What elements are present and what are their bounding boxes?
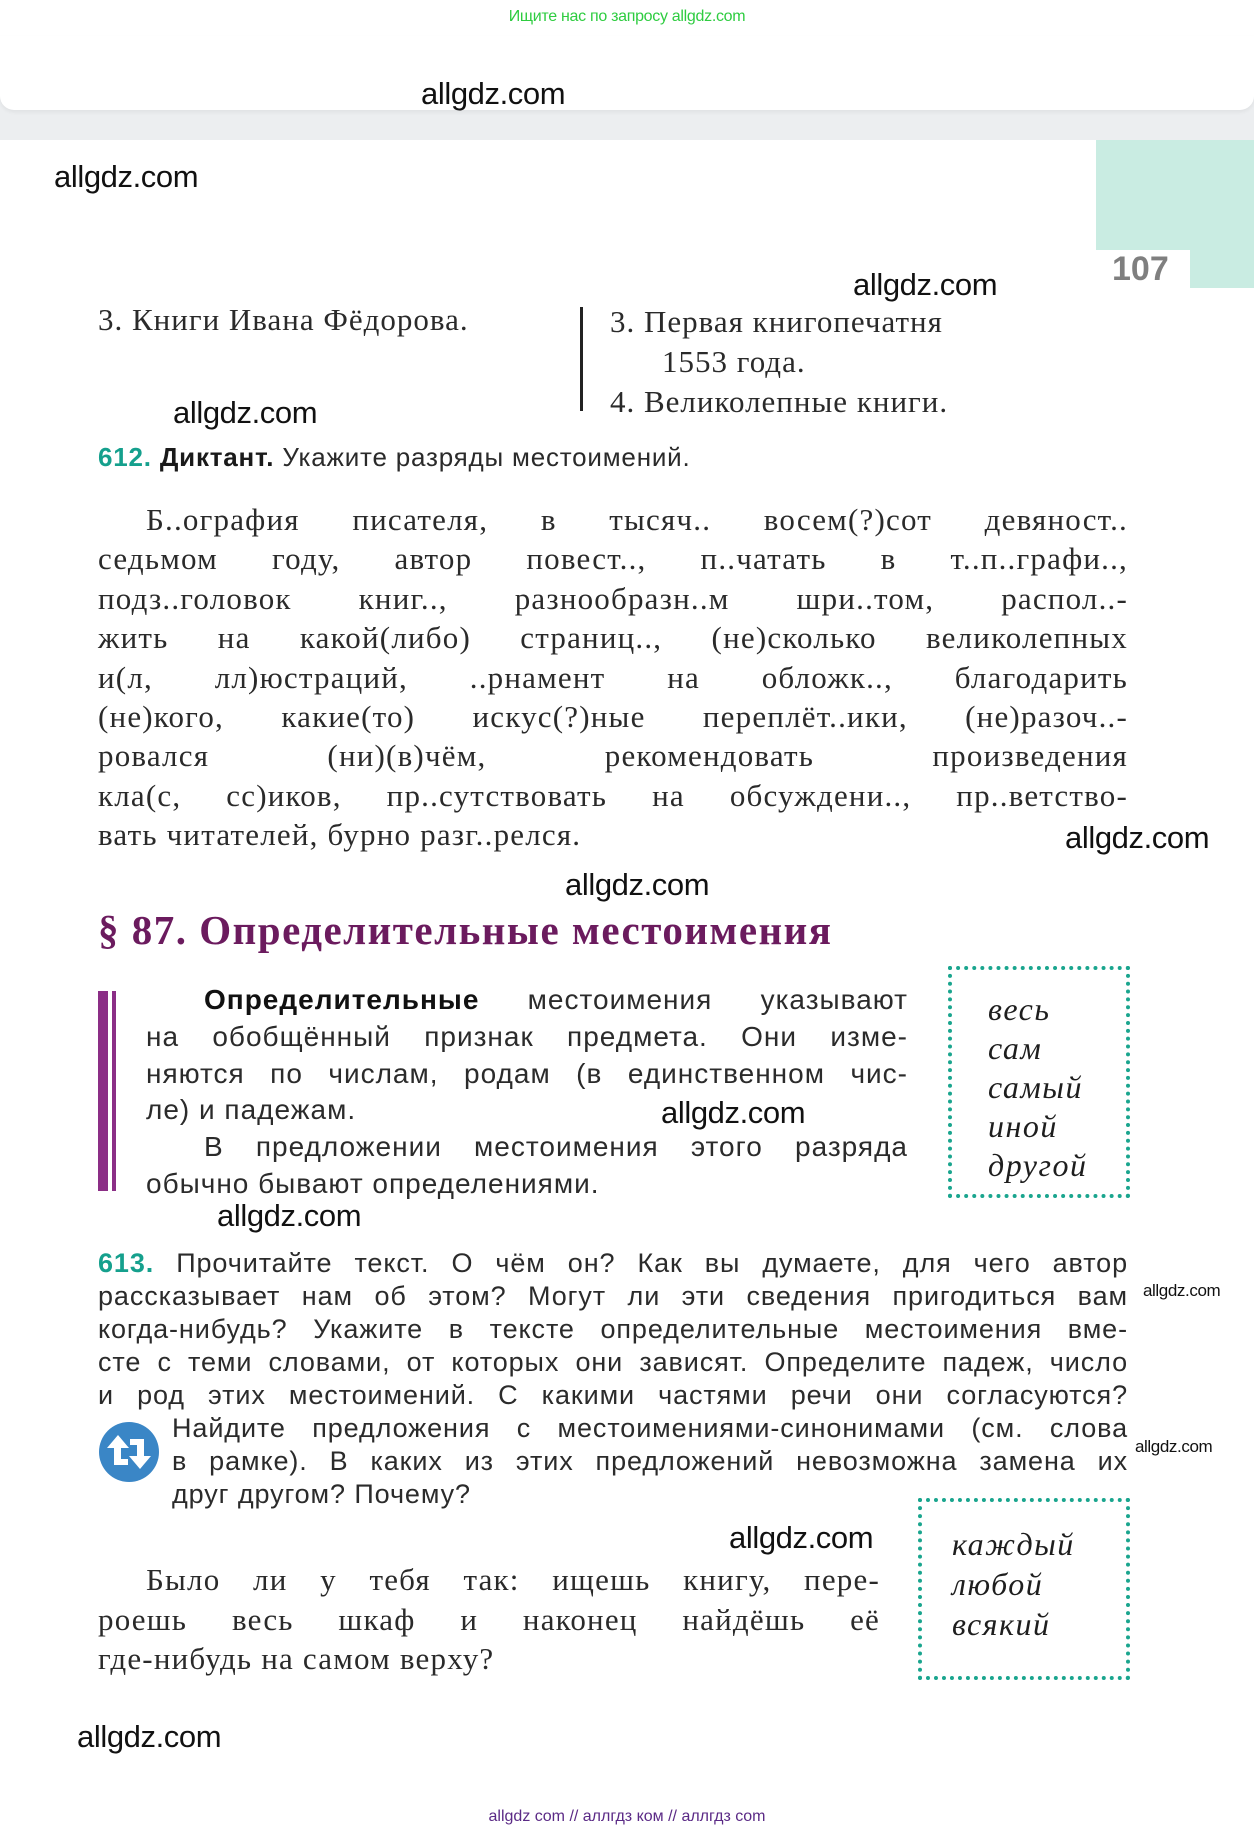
text-line: вать читателей, бурно разг..релся. [98,817,582,853]
section-title: § 87. Определительные местоимения [98,907,833,953]
text-line: где-нибудь на самом верху? [98,1641,495,1676]
exercise-number: 612. [98,442,152,472]
watermark: allgdz.com [421,76,566,111]
rule-line: В предложении местоимения этого разряда [204,1131,908,1163]
task-line: сте с теми словами, от которых они зависят. Определите падеж, число [98,1347,1128,1377]
task-line: в рамке). В каких из этих предложений невозможна замена их [172,1446,1128,1476]
plan-item: 4. Великолепные книги. [610,384,949,419]
text-line: роешь весь шкаф и наконец найдёшь её [98,1601,880,1637]
watermark: allgdz.com [77,1719,222,1754]
text-line: Было ли у тебя так: ищешь книгу, пере- [146,1562,880,1597]
watermark-small: allgdz.com [1143,1281,1221,1300]
box-word: самый [988,1069,1083,1105]
plan-item-left: 3. Книги Ивана Фёдорова. [98,302,469,337]
text-line: и(л, лл)юстраций, ..рнамент на обложк.., благодарить [98,659,1128,695]
rule-bar-thin [112,991,116,1191]
watermark: allgdz.com [217,1198,362,1233]
rule-line: ле) и падежам. [146,1094,357,1126]
word-box-synonym-pronouns [918,1498,1130,1680]
task-line [98,1247,1128,1280]
task-line: Найдите предложения с местоимениями-синонимами (см. слова [172,1413,1128,1443]
word-box-definitive-pronouns [948,966,1130,1198]
search-hint-banner [0,0,1254,36]
box-word: всякий [952,1606,1051,1642]
header-card [0,36,1254,110]
box-word: другой [988,1147,1088,1183]
text-line: жить на какой(либо) страниц.., (не)сколько великолепных [98,620,1128,656]
task-line: рассказывает нам об этом? Могут ли эти сведения пригодиться вам [98,1281,1128,1311]
rule-marker-bars [98,991,120,1191]
exercise-instruction: Укажите разряды местоимений. [282,442,691,472]
watermark: allgdz.com [565,867,710,902]
text-line: подз..головок книг.., разнообразн..м шри..том, распол..- [98,580,1128,616]
box-word: весь [988,991,1051,1027]
rule-line-text: местоимения указывают [527,984,908,1015]
rule-definition [146,982,908,1203]
exercise-number: 613. [98,1248,155,1278]
text-line: (не)кого, какие(то) искус(?)ные переплёт..ики, (не)разоч..- [98,699,1128,735]
exercise-title: Диктант. [159,442,275,472]
rule-bar-thick [98,991,108,1191]
dictation-text [98,500,1128,855]
text-line: седьмом году, автор повест.., п..чатать в т..п..графи.., [98,541,1128,577]
text-line: кла(с, сс)иков, пр..сутствовать на обсуждени.., пр..ветство- [98,777,1128,813]
text-line: ровался (ни)(в)чём, рекомендовать произведения [98,738,1128,774]
box-word: любой [952,1566,1044,1602]
box-word: сам [988,1030,1043,1066]
rule-line: на обобщённый признак предмета. Они изме- [146,1020,908,1052]
box-word: иной [988,1108,1058,1144]
task-line: когда-нибудь? Укажите в тексте определительные местоимения вме- [98,1314,1128,1344]
watermark: allgdz.com [729,1520,874,1555]
rule-line: обычно бывают определениями. [146,1167,600,1199]
swap-arrows-icon [98,1421,160,1483]
watermark: allgdz.com [853,267,998,302]
footer-links: allgdz com // аллгдз ком // аллгдз com [488,1808,766,1825]
plan-right-column [610,302,948,422]
page-number: 107 [1112,250,1169,288]
watermark: allgdz.com [661,1095,806,1130]
task-line-text: Прочитайте текст. О чём он? Как вы думаете, для чего автор [176,1248,1129,1278]
reading-text [98,1560,880,1679]
plan-item: 3. Первая книгопечатня [610,304,943,339]
text-line: Б..ография писателя, в тысяч.. восем(?)сот девяност.. [146,502,1128,537]
plan-item-continuation: 1553 года. [662,344,806,379]
exercise-613 [98,1247,1128,1511]
search-hint-text: Ищите нас по запросу allgdz.com [508,8,746,25]
watermark-small: allgdz.com [1135,1437,1213,1456]
watermark: allgdz.com [1065,820,1210,855]
watermark: allgdz.com [173,395,318,430]
rule-term: Определительные [204,984,480,1015]
task-line: друг другом? Почему? [172,1479,471,1509]
rule-line [146,982,908,1019]
exercise-612-header [98,442,691,473]
box-word: каждый [952,1526,1075,1562]
watermark: allgdz.com [54,159,199,194]
plan-divider [580,307,583,411]
rule-line: няются по числам, родам (в единственном чис- [146,1057,908,1089]
task-line: и род этих местоимений. С какими частями речи они согласуются? [98,1380,1128,1410]
